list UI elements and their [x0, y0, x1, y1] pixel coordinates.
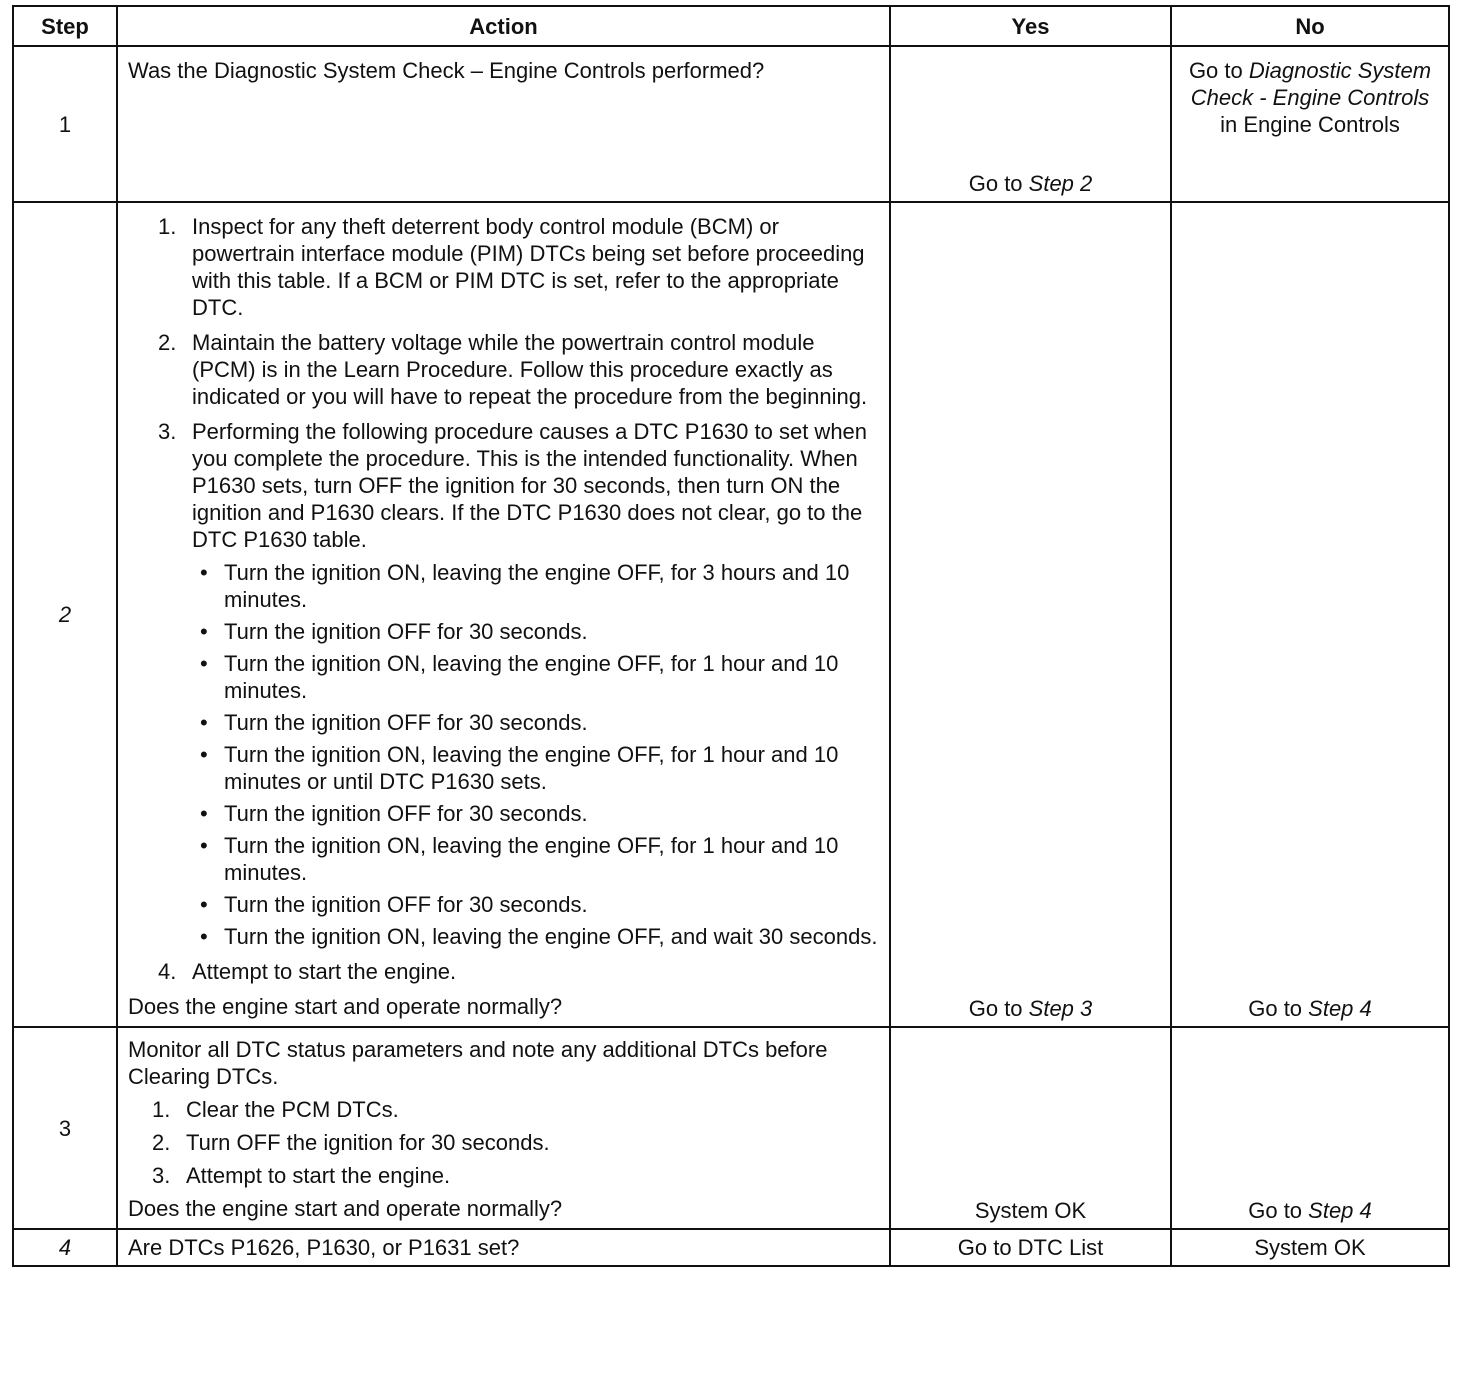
no-doc-link[interactable]: Diagnostic System Check - Engine Controls [1190, 58, 1432, 110]
action-cell [117, 202, 890, 1027]
action-text: Are DTCs P1626, P1630, or P1631 set? [128, 1235, 520, 1260]
action-cell [117, 1027, 890, 1229]
no-cell [1171, 46, 1449, 202]
bullet-item: • Turn the ignition OFF for 30 seconds. [192, 891, 879, 918]
action-cell [117, 1229, 890, 1266]
step-number: 1 [13, 46, 117, 202]
bullet-item: • Turn the ignition ON, leaving the engine OFF, and wait 30 seconds. [192, 923, 879, 950]
bullet-item: • Turn the ignition ON, leaving the engine OFF, for 1 hour and 10 minutes or until DTC P1630 sets. [192, 741, 879, 795]
procedure-list [128, 1096, 879, 1189]
diagnostic-table [12, 5, 1450, 1267]
list-item: 2. Turn OFF the ignition for 30 seconds. [152, 1130, 550, 1155]
bullet-item: • Turn the ignition OFF for 30 seconds. [192, 800, 879, 827]
no-prefix: Go to [1188, 58, 1249, 83]
yes-cell [890, 202, 1171, 1027]
table-row [13, 1027, 1449, 1229]
header-row [13, 6, 1449, 46]
bullet-item: • Turn the ignition ON, leaving the engine OFF, for 1 hour and 10 minutes. [192, 832, 879, 886]
step-number: 3 [13, 1027, 117, 1229]
no-prefix: Go to [1248, 1198, 1309, 1223]
yes-cell [890, 1027, 1171, 1229]
step-number: 4 [13, 1229, 117, 1266]
no-cell [1171, 1027, 1449, 1229]
no-cell [1171, 1229, 1449, 1266]
question-text: Does the engine start and operate normally? [128, 1196, 563, 1221]
no-cell [1171, 202, 1449, 1027]
yes-prefix: Go to [968, 996, 1029, 1021]
yes-prefix: Go to [968, 171, 1029, 196]
list-item: 3. Performing the following procedure causes a DTC P1630 to set when you complete the procedure. This is the intended functionality. When P1630 sets, turn OFF the ignition for 30 seconds, then turn ON the ignition and P1630 clears. If the DTC P1630 does not clear, go to the DTC P1630 table. • Turn the ignition ON, leaving the engine OFF, for 3 hours and 10 minutes. • Turn the ignition OFF for 30 seconds. • Turn the ignition ON, leaving the engine OFF, for 1 hour and 10 minutes. • Turn the ignition OFF for 30 seconds. • Turn the ignition ON, leaving the engine OFF, for 1 hour and 10 minutes or until DTC P1630 sets. • Turn the ignition OFF for 30 seconds. • Turn the ignition ON, leaving the engine OFF, for 1 hour and 10 minutes. • Turn the ignition OFF for 30 seconds. • Turn the ignition ON, leaving the engine OFF, and wait 30 seconds. [128, 418, 879, 950]
question-text: Does the engine start and operate normally? [128, 994, 563, 1019]
table-row [13, 202, 1449, 1027]
list-item: 2. Maintain the battery voltage while the powertrain control module (PCM) is in the Learn Procedure. Follow this procedure exactly as indicated or you will have to repeat the procedure from the beginning. [158, 330, 868, 409]
list-item: 4. Attempt to start the engine. [158, 959, 457, 984]
list-item: 1. Clear the PCM DTCs. [152, 1097, 399, 1122]
header-yes: Yes [890, 6, 1171, 46]
step-number: 2 [13, 202, 117, 1027]
sub-bullet-list [192, 559, 879, 950]
action-cell [117, 46, 890, 202]
yes-cell [890, 1229, 1171, 1266]
yes-step-link[interactable]: Step 3 [1028, 996, 1093, 1021]
action-text: Was the Diagnostic System Check – Engine Controls performed? [128, 58, 765, 83]
procedure-list [128, 213, 879, 985]
no-step-link[interactable]: Step 4 [1308, 996, 1372, 1021]
bullet-item: • Turn the ignition ON, leaving the engine OFF, for 1 hour and 10 minutes. [192, 650, 879, 704]
no-suffix: in Engine Controls [1220, 112, 1400, 137]
yes-link[interactable]: Go to DTC List [957, 1235, 1104, 1260]
intro-text: Monitor all DTC status parameters and note any additional DTCs before Clearing DTCs. [128, 1037, 828, 1089]
header-no: No [1171, 6, 1449, 46]
no-step-link[interactable]: Step 4 [1308, 1198, 1372, 1223]
table-row [13, 46, 1449, 202]
no-result: System OK [1254, 1235, 1366, 1260]
yes-cell [890, 46, 1171, 202]
header-action: Action [117, 6, 890, 46]
bullet-item: • Turn the ignition OFF for 30 seconds. [192, 709, 879, 736]
table-row [13, 1229, 1449, 1266]
yes-step-link[interactable]: Step 2 [1028, 171, 1093, 196]
header-step: Step [13, 6, 117, 46]
bullet-item: • Turn the ignition ON, leaving the engine OFF, for 3 hours and 10 minutes. [192, 559, 879, 613]
bullet-item: • Turn the ignition OFF for 30 seconds. [192, 618, 879, 645]
no-prefix: Go to [1248, 996, 1309, 1021]
yes-result: System OK [974, 1198, 1087, 1223]
list-item: 3. Attempt to start the engine. [152, 1163, 451, 1188]
list-item: 1. Inspect for any theft deterrent body control module (BCM) or powertrain interface module (PIM) DTCs being set before proceeding with this table. If a BCM or PIM DTC is set, refer to the appropriate DTC. [158, 214, 865, 320]
